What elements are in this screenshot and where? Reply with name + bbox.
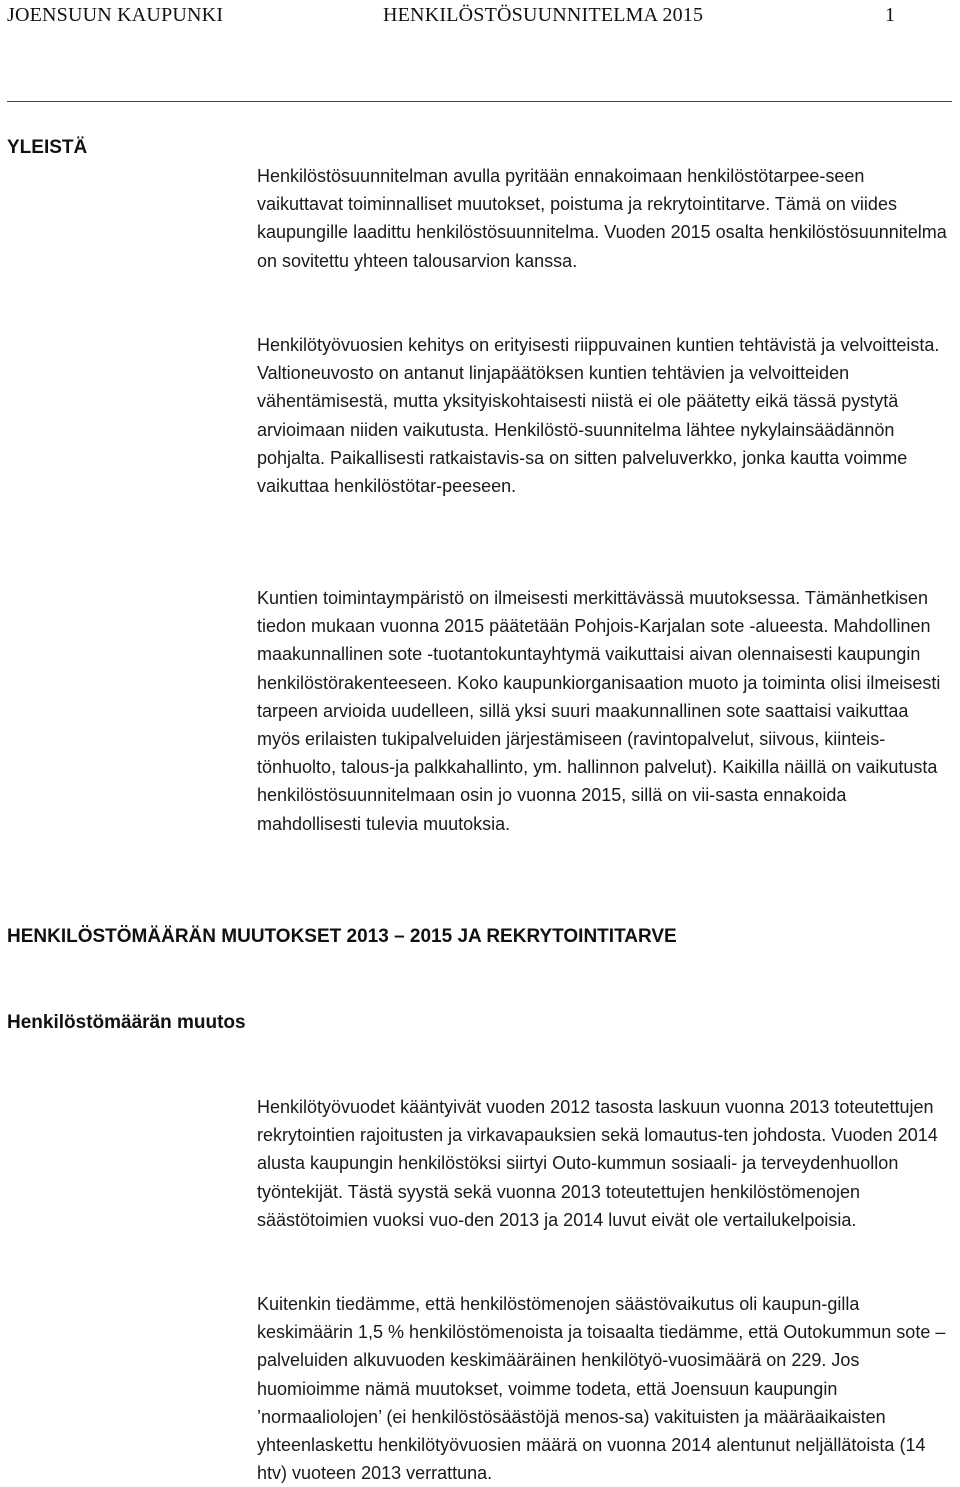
paragraph-changes-1: Henkilötyövuodet kääntyivät vuoden 2012 tasosta laskuun vuonna 2013 toteutettujen rekrytointien rajoitusten ja virkavapauksien sekä lomautus-ten johdosta. Vuoden 2014 alusta kaupungin henkilöstöksi siirtyi Outo-kummun sosiaali- ja terveydenhuollon työntekijät. Tästä syystä sekä vuonna 2013 toteutettujen henkilöstömenojen säästötoimien vuoksi vuo-den 2013 ja 2014 luvut eivät ole vertailukelpoisia. [257, 1097, 938, 1230]
paragraph-changes-2: Kuitenkin tiedämme, että henkilöstömenojen säästövaikutus oli kaupun-gilla keskimäärin 1,5 % henkilöstömenoista ja toisaalta tiedämme, että Outokummun sote –palveluiden alkuvuoden keskimääräinen henkilötyö-vuosimäärä on 229. Jos huomioimme nämä muutokset, voimme todeta, että Joensuun kaupungin ’normaaliolojen’ (ei henkilöstösäästöjä menos-sa) vakituisten ja määräaikaisten yhteenlaskettu henkilötyövuosien määrä on vuonna 2014 alentunut neljällätoista (14 htv) vuoteen 2013 verrattuna. [257, 1294, 946, 1484]
paragraph-general-2: Henkilötyövuosien kehitys on erityisesti riippuvainen kuntien tehtävistä ja velvoitteista. Valtioneuvosto on antanut linjapäätöksen kuntien tehtävien ja velvoitteiden vähentämisestä, mutta yksityiskohtaisesti niistä ei ole päätetty eikä tässä pystytä arvioimaan niiden vaikutusta. Henkilöstö-suunnitelma lähtee nykylainsäädännön pohjalta. Paikallisesti ratkaistavis-sa on sitten palveluverkko, jonka kautta voimme vaikuttaa henkilöstötar-peeseen. [257, 335, 940, 497]
section-heading-changes: HENKILÖSTÖMÄÄRÄN MUUTOKSET 2013 – 2015 JA REKRYTOINTITARVE [7, 926, 677, 947]
section-heading-general: YLEISTÄ [7, 137, 88, 158]
paragraph-general-3: Kuntien toimintaympäristö on ilmeisesti merkittävässä muutoksessa. Tämänhetkisen tiedon mukaan vuonna 2015 päätetään Pohjois-Karjalan sote -alueesta. Mahdollinen maakunnallinen sote -tuotantokuntayhtymä vaikuttaisi aivan olennaisesti kaupungin henkilöstörakenteeseen. Koko kaupunkiorganisaation muoto ja toiminta olisi ilmeisesti tarpeen arvioida uudelleen, sillä yksi suuri maakunnallinen sote saattaisi vaikuttaa myös erilaisten tukipalveluiden järjestämiseen (ravintopalvelut, siivous, kiinteis-tönhuolto, talous-ja palkkahallinto, ym. hallinnon palvelut). Kaikilla näillä on vaikutusta henkilöstösuunnitelmaan osin jo vuonna 2015, sillä on vii-sasta ennakoida mahdollisesti tulevia muutoksia. [257, 588, 941, 834]
header-divider [7, 101, 952, 102]
page-number: 1 [885, 4, 895, 26]
header-document-title: HENKILÖSTÖSUUNNITELMA 2015 [383, 4, 704, 26]
paragraph-general-1: Henkilöstösuunnitelman avulla pyritään ennakoimaan henkilöstötarpee-seen vaikuttavat toiminnalliset muutokset, poistuma ja rekrytointitarve. Tämä on viides kaupungille laadittu henkilöstösuunnitelma. Vuoden 2015 osalta henkilöstösuunnitelma on sovitettu yhteen talousarvion kanssa. [257, 166, 947, 271]
page-header [0, 4, 960, 32]
header-organization: JOENSUUN KAUPUNKI [7, 4, 224, 26]
subheading-staff-change: Henkilöstömäärän muutos [7, 1012, 246, 1033]
